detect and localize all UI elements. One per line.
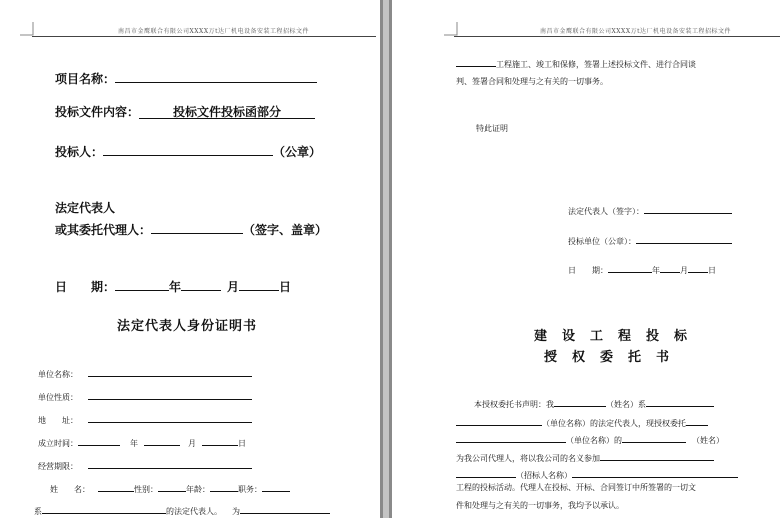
date-label: 日 期： bbox=[55, 280, 116, 294]
crop-mark-top-left bbox=[444, 22, 458, 36]
unit-name-label: 单位名称： bbox=[38, 370, 78, 379]
legal-rep-line2: 或其委托代理人： bbox=[55, 223, 152, 237]
date-year-line bbox=[115, 280, 169, 291]
left-page bbox=[0, 0, 380, 518]
auth-p1-name: （姓名）系 bbox=[606, 400, 646, 409]
age-label: 年龄： bbox=[186, 485, 210, 494]
auth-p5-line2 bbox=[572, 467, 738, 478]
bidder-label: 投标人： bbox=[55, 145, 104, 159]
legal-rep-line bbox=[151, 223, 243, 234]
auth-p7: 件和处理与之有关的一切事务，我均予以承认。 bbox=[456, 501, 624, 510]
cont-line2: 判、签署合同和处理与之有关的一切事务。 bbox=[456, 77, 608, 86]
wei-char: 为 bbox=[232, 507, 240, 516]
est-month-char: 月 bbox=[188, 439, 196, 448]
auth-p2-line bbox=[456, 415, 542, 426]
auth-p3-line2 bbox=[622, 432, 686, 443]
auth-p3-line bbox=[456, 432, 566, 443]
legal-rep-line1: 法定代表人 bbox=[55, 201, 116, 215]
auth-p1-a: 本授权委托书声明：我 bbox=[474, 400, 554, 409]
est-month-line bbox=[144, 435, 180, 446]
bid-content-value: 投标文件投标函部分 bbox=[139, 106, 315, 119]
crop-mark-top-left bbox=[20, 22, 34, 36]
month-char: 月 bbox=[227, 280, 240, 294]
age-line bbox=[210, 481, 238, 492]
gender-line bbox=[158, 481, 186, 492]
auth-title-1: 建 设 工 程 投 标 bbox=[534, 329, 689, 344]
cert-title: 法定代表人身份证明书 bbox=[117, 319, 258, 334]
hereby-text: 特此证明 bbox=[476, 124, 508, 133]
legal-rep-sign-line bbox=[644, 203, 732, 214]
auth-p1-line bbox=[554, 396, 606, 407]
page-header: 南昌市金鹰联合有限公司XXXX万t达厂机电设备安装工程招标文件 bbox=[540, 28, 731, 35]
legal-rep-sign-label: 法定代表人（签字）： bbox=[568, 207, 644, 216]
est-day-line bbox=[202, 435, 238, 446]
position-line bbox=[262, 481, 290, 492]
right-date-year-line bbox=[608, 262, 652, 273]
auth-p6: 工程的投标活动。代理人在投标、开标、合同签订中所签署的一切文 bbox=[456, 483, 696, 492]
right-date-day-line bbox=[688, 262, 708, 273]
established-label: 成立时间： bbox=[38, 439, 78, 448]
right-date-month-line bbox=[660, 262, 680, 273]
business-term-label: 经营期限： bbox=[38, 462, 78, 471]
header-rule bbox=[32, 36, 376, 37]
header-rule bbox=[454, 36, 780, 37]
auth-p2-line2 bbox=[686, 415, 708, 426]
bid-unit-line bbox=[636, 233, 732, 244]
date-day-line bbox=[239, 280, 279, 291]
name-line bbox=[98, 481, 134, 492]
right-date-label: 日 期： bbox=[568, 266, 608, 275]
est-year-char: 年 bbox=[130, 439, 138, 448]
company-line bbox=[42, 503, 166, 514]
right-day-char: 日 bbox=[708, 266, 716, 275]
address-label: 地 址： bbox=[38, 416, 78, 425]
project-name-label: 项目名称： bbox=[55, 72, 116, 86]
auth-p4-line bbox=[600, 450, 714, 461]
business-term-line bbox=[88, 458, 252, 469]
bid-content-label: 投标文件内容： bbox=[55, 105, 140, 119]
project-line bbox=[456, 56, 496, 67]
right-month-char: 月 bbox=[680, 266, 688, 275]
bid-unit-label: 投标单位（公章）： bbox=[568, 237, 636, 246]
year-char: 年 bbox=[169, 280, 182, 294]
auth-p4: 为我公司代理人，将以我公司的名义参加 bbox=[456, 454, 600, 463]
project-name-line bbox=[115, 72, 317, 83]
unit-nature-line bbox=[88, 389, 252, 400]
seal-note: （公章） bbox=[273, 145, 322, 159]
auth-p2-unit: （单位名称）的法定代表人，现授权委托 bbox=[542, 419, 686, 428]
is-legal-rep-text: 的法定代表人。 bbox=[166, 507, 222, 516]
auth-p1-line2 bbox=[646, 396, 714, 407]
page-header: 南昌市金鹰联合有限公司XXXX万t达厂机电设备安装工程招标文件 bbox=[118, 28, 309, 35]
sign-note: （签字、盖章） bbox=[243, 223, 328, 237]
est-year-line bbox=[78, 435, 120, 446]
gender-label: 性别： bbox=[134, 485, 158, 494]
wei-line bbox=[240, 503, 330, 514]
right-year-char: 年 bbox=[652, 266, 660, 275]
day-char: 日 bbox=[279, 280, 292, 294]
unit-nature-label: 单位性质： bbox=[38, 393, 78, 402]
auth-p5-line bbox=[456, 467, 516, 478]
auth-p3-name: （姓名） bbox=[692, 436, 724, 445]
auth-p3-unit: （单位名称）的 bbox=[566, 436, 622, 445]
name-label: 姓 名： bbox=[50, 485, 90, 494]
unit-name-line bbox=[88, 366, 252, 377]
page-gutter bbox=[380, 0, 392, 518]
auth-title-2: 授 权 委 托 书 bbox=[544, 350, 671, 365]
auth-p5: （招标人名称） bbox=[516, 471, 572, 480]
date-month-line bbox=[181, 280, 221, 291]
cont-text: 工程施工、竣工和保修，签署上述投标文件、进行合同谈 bbox=[496, 60, 696, 69]
bidder-line bbox=[103, 145, 273, 156]
right-page bbox=[392, 0, 780, 518]
xi-char: 系 bbox=[34, 507, 42, 516]
est-day-char: 日 bbox=[238, 439, 246, 448]
position-label: 职务： bbox=[238, 485, 262, 494]
address-line bbox=[88, 412, 252, 423]
